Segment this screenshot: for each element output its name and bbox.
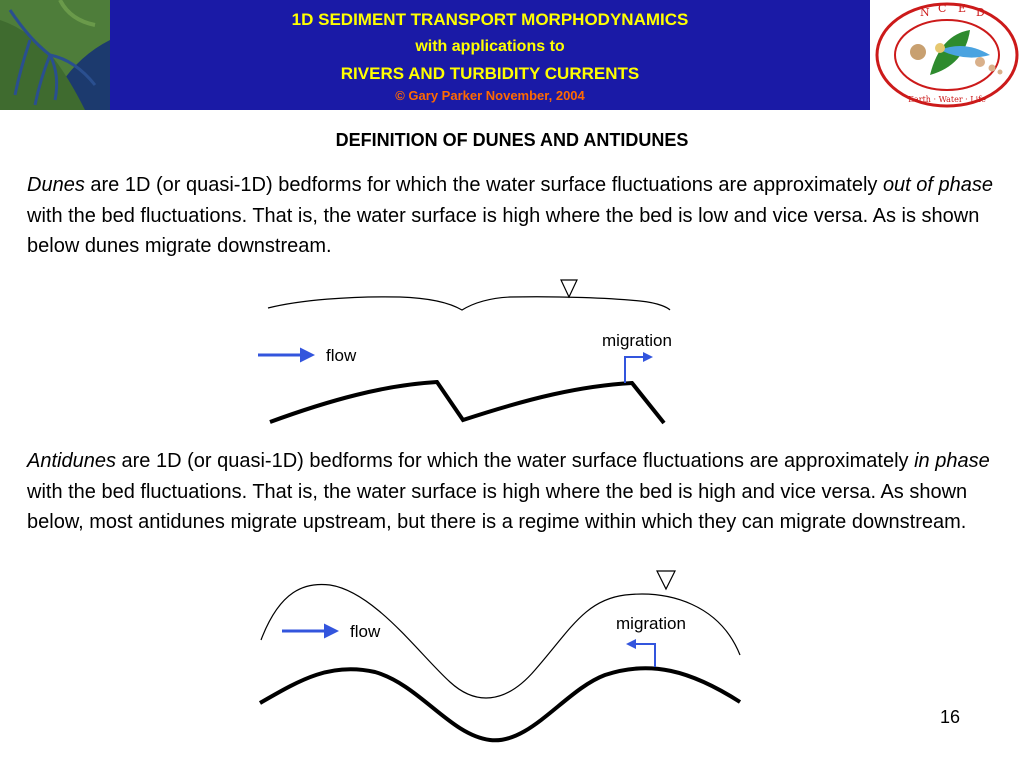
antidunes-migration-label: migration bbox=[616, 614, 686, 633]
dunes-definition bbox=[27, 170, 1002, 262]
dunes-water-surface bbox=[268, 297, 670, 310]
antidunes-text-part1: are 1D (or quasi-1D) bedforms for which the water surface fluctuations are approximately bbox=[115, 450, 915, 472]
delta-satellite-image bbox=[0, 0, 110, 110]
logo-letter-e: E bbox=[958, 2, 967, 15]
dunes-bed-profile bbox=[270, 382, 664, 423]
banner-title-line2: with applications to bbox=[415, 38, 565, 55]
antidunes-term: Antidunes bbox=[27, 450, 116, 472]
slide-header bbox=[0, 0, 1024, 110]
slide-title: DEFINITION OF DUNES AND ANTIDUNES bbox=[335, 130, 689, 150]
antidunes-definition bbox=[27, 446, 1002, 538]
logo-motto: Earth · Water · Life bbox=[908, 95, 986, 104]
dunes-migration-label: migration bbox=[602, 331, 672, 350]
dunes-migration-arrow bbox=[625, 357, 651, 383]
page-number: 16 bbox=[939, 707, 961, 727]
antidunes-flow-label: flow bbox=[350, 622, 381, 641]
dunes-water-level-marker bbox=[561, 280, 577, 297]
antidunes-water-surface bbox=[261, 584, 740, 698]
dunes-phase: out of phase bbox=[882, 174, 994, 196]
antidunes-water-level-marker bbox=[657, 571, 675, 589]
banner-title-line1: 1D SEDIMENT TRANSPORT MORPHODYNAMICS bbox=[291, 10, 689, 29]
antidunes-text-part2: with the bed fluctuations. That is, the water surface is high where the bed is high and vice versa. As shown below, most antidunes migrate upstream, but there is a regime within which they can migrate downstream. bbox=[27, 480, 968, 533]
nced-logo bbox=[870, 0, 1024, 110]
dunes-term: Dunes bbox=[27, 174, 85, 196]
title-banner bbox=[110, 0, 870, 110]
logo-letter-n: N bbox=[920, 6, 930, 19]
logo-letter-d: D bbox=[976, 6, 985, 19]
antidunes-bed-profile bbox=[260, 668, 740, 740]
dunes-text-part1: are 1D (or quasi-1D) bedforms for which the water surface fluctuations are approximately bbox=[84, 174, 883, 196]
logo-letter-c: C bbox=[938, 2, 947, 15]
dunes-text-part2: with the bed fluctuations. That is, the water surface is high where the bed is low and vice versa. As is shown below dunes migrate downstream. bbox=[27, 204, 980, 257]
banner-copyright: © Gary Parker November, 2004 bbox=[395, 88, 585, 103]
banner-title-line3: RIVERS AND TURBIDITY CURRENTS bbox=[340, 64, 640, 83]
antidunes-migration-arrow bbox=[628, 644, 655, 667]
antidunes-phase: in phase bbox=[914, 450, 990, 472]
dunes-flow-label: flow bbox=[326, 346, 357, 365]
